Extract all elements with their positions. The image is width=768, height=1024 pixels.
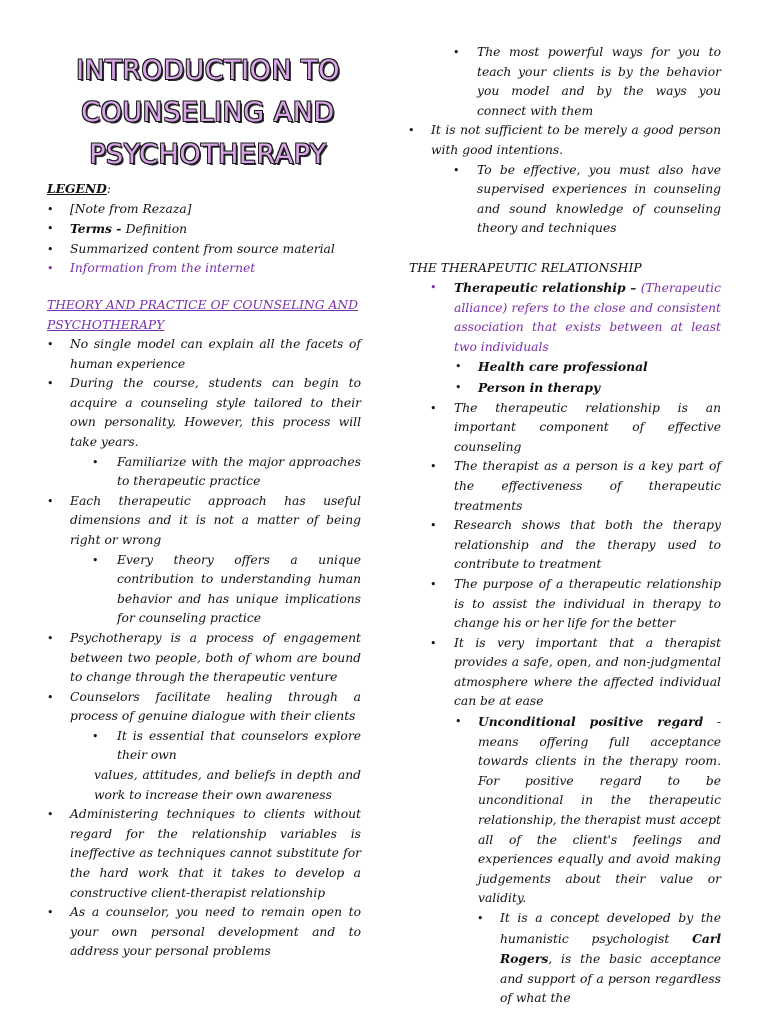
bullet-icon: • [47, 222, 54, 236]
title-line-2: COUNSELING AND [81, 97, 335, 128]
section-heading-theory: THEORY AND PRACTICE OF COUNSELING AND PSYCHOTHERAPY [47, 298, 359, 332]
bullet-icon: • [92, 729, 99, 743]
therapeutic-list [430, 278, 721, 1009]
list-item: • To be effective, you must also have supervised experiences in counseling and sound knowledge of counseling theory and techniques [453, 162, 721, 236]
legend-item: • [Note from Rezaza] [47, 200, 367, 220]
bullet-icon: • [92, 455, 99, 469]
legend-item: • Information from the internet [47, 259, 367, 279]
bullet-icon: • [430, 577, 437, 591]
list-item: • Psychotherapy is a process of engagement between two people, both of whom are bound to change through the therapeutic venture [47, 630, 361, 685]
list-item: • No single model can explain all the facets of human experience [47, 337, 361, 371]
bullet-icon: • [430, 460, 437, 474]
legend-item: • Summarized content from source material [47, 240, 367, 260]
bullet-icon: • [430, 636, 437, 650]
list-item: • Health care professional [430, 357, 721, 378]
list-item: • It is very important that a therapist provides a safe, open, and non-judgmental atmosphere where the affected individual can be at ease [430, 635, 721, 709]
legend [47, 179, 367, 279]
bullet-icon: • [455, 360, 462, 374]
legend-heading [47, 179, 367, 200]
bullet-icon: • [430, 519, 437, 533]
right-top-list [408, 43, 721, 239]
legend-label: LEGEND [47, 181, 107, 196]
bullet-icon: • [47, 690, 54, 704]
theory-list [47, 335, 361, 962]
list-item: • Person in therapy [430, 378, 721, 399]
list-item: • Counselors facilitate healing through a process of genuine dialogue with their clients [47, 689, 361, 724]
list-item: • Each therapeutic approach has useful dimensions and it is not a matter of being right or wrong [47, 493, 361, 547]
term-therapeutic-relationship: Therapeutic relationship – [454, 280, 641, 295]
bullet-icon: • [453, 46, 460, 59]
bullet-icon: • [455, 715, 462, 729]
bullet-icon: • [47, 494, 54, 508]
legend-colon: : [106, 182, 111, 196]
legend-item: • Terms - Definition [47, 219, 367, 240]
term-unconditional-positive-regard: Unconditional positive regard [478, 714, 704, 730]
list-item-continuation: values, attitudes, and beliefs in depth and work to increase their own awareness [94, 768, 361, 802]
bullet-icon: • [47, 631, 54, 645]
document-title [58, 50, 358, 176]
bullet-icon: • [47, 242, 54, 256]
title-line-3: PSYCHOTHERAPY [89, 139, 327, 170]
list-item: • The therapeutic relationship is an important component of effective counseling [430, 400, 721, 454]
section-heading-therapeutic: THE THERAPEUTIC RELATIONSHIP [409, 261, 642, 275]
bullet-icon: • [453, 163, 460, 177]
list-item: • As a counselor, you need to remain open to your own personal development and to address your personal problems [47, 905, 361, 959]
list-item: • It is a concept developed by the humanistic psychologist Carl Rogers, is the basic acceptance and support of a person regardless of what the [477, 911, 721, 1006]
list-item: • Every theory offers a unique contribution to understanding human behavior and has unique implications for counseling practice [92, 552, 361, 626]
bullet-icon: • [455, 380, 462, 394]
bullet-icon: • [477, 912, 484, 925]
person-name: Carl Rogers [500, 930, 721, 967]
bullet-icon: • [47, 906, 54, 920]
list-item: • Unconditional positive regard - means offering full acceptance towards clients in the therapy room. For positive regard to be unconditional in the therapeutic relationship, the therapist must accept all of the client's feelings and experiences equally and avoid making judgements about their value or validity. [455, 714, 721, 906]
legend-list [47, 200, 367, 279]
title-line-1: INTRODUCTION TO [76, 55, 340, 86]
bullet-icon: • [430, 401, 437, 415]
bullet-icon: • [92, 553, 99, 567]
bullet-icon: • [47, 377, 54, 391]
list-item: • The purpose of a therapeutic relationship is to assist the individual in therapy to change his or her life for the better [430, 576, 721, 631]
list-item: • During the course, students can begin to acquire a counseling style tailored to their own personality. However, this process will take years. [47, 376, 361, 449]
list-item: • It is essential that counselors explore their own [92, 728, 361, 763]
bullet-icon: • [408, 124, 415, 138]
bullet-icon: • [47, 202, 54, 216]
list-item: • It is not sufficient to be merely a good person with good intentions. [408, 123, 721, 157]
list-item: • Research shows that both the therapy relationship and the therapy used to contribute to treatment [430, 518, 721, 572]
list-item: • Familiarize with the major approaches to therapeutic practice [92, 454, 361, 489]
list-item: • Therapeutic relationship – (Therapeutic alliance) refers to the close and consistent association that exists between at least two individuals [430, 280, 721, 354]
list-item: • The most powerful ways for you to teach your clients is by the behavior you model and by the ways you connect with them [453, 45, 721, 118]
bullet-icon: • [47, 338, 54, 351]
list-item: • Administering techniques to clients without regard for the relationship variables is ineffective as techniques cannot substitute for the hard work that it takes to develop a constructive client-therapist relationship [47, 807, 361, 900]
bullet-icon: • [47, 262, 54, 276]
bullet-icon: • [430, 281, 437, 294]
list-item: • The therapist as a person is a key part of the effectiveness of therapeutic treatments [430, 459, 721, 513]
bullet-icon: • [47, 808, 54, 822]
